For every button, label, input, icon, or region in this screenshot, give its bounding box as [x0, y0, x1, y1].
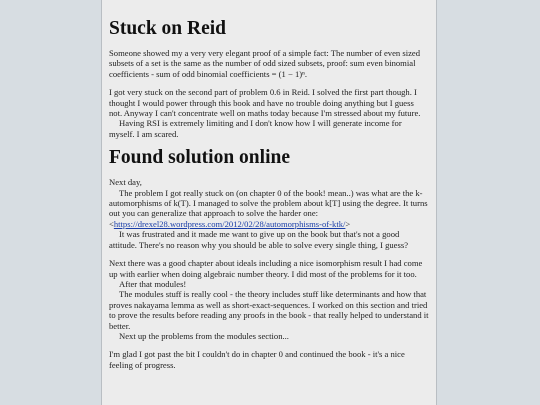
post2-paragraph-2: [109, 258, 429, 341]
link-open-bracket: <: [109, 218, 114, 229]
post-title-found-solution: Found solution online: [109, 147, 290, 169]
post2-greeting: Next day,: [109, 177, 142, 188]
post2-p2b: After that modules!: [119, 278, 187, 289]
post2-p1a: The problem I got really stuck on (on chapter 0 of the book! mean..) was what are the k-automorphisms of k(T). I managed to solve the problem about k[T] using the degree. It turns out you can generalize that approach to solve the harder one:: [109, 187, 428, 219]
link-close-bracket: >: [345, 218, 351, 229]
post2-paragraph-3: I'm glad I got past the bit I couldn't do in chapter 0 and continued the book - it's a nice feeling of progress.: [109, 349, 405, 370]
post2-p2c: The modules stuff is really cool - the theory includes stuff like determinants and how that proves nakayama lemma as well as short-exact-sequences. I worked on this section and tried to prove the results before reading any proofs in the book - that really helped to understand it better.: [109, 289, 429, 331]
post2-p1b: It was frustrated and it made me want to give up on the book but that's not a good attitude. There's no reason why you should be able to solve every single thing, I guess?: [109, 229, 409, 250]
post2-p2d: Next up the problems from the modules section...: [119, 330, 289, 341]
drexel28-link[interactable]: https://drexel28.wordpress.com/2012/02/28/automorphisms-of-ktk/: [113, 218, 346, 229]
post1-paragraph-3-text: Having RSI is extremely limiting and I don't know how I will generate income for myself. I am scared.: [109, 118, 402, 139]
post1-paragraph-1: Someone showed my a very very elegant proof of a simple fact: The number of even sized subsets of a set is the same as the number of odd sized subsets, proof: sum even binomial coefficients - sum of odd binomial coefficients = (1 − 1)ⁿ.: [109, 48, 421, 79]
post1-paragraph-2: I got very stuck on the second part of problem 0.6 in Reid. I solved the first part though. I thought I would power through this book and have no trouble doing anything but I guess not. Anyway I can't concentrate well on maths today because I'm stressed about my future.: [109, 87, 421, 119]
post2-paragraph-1: [109, 177, 429, 250]
post-title-stuck-on-reid: Stuck on Reid: [109, 18, 227, 39]
post2-p2a: Next there was a good chapter about ideals including a nice isomorphism result I had come up with earlier when doing algebraic number theory. I did most of the problems for it too.: [109, 258, 423, 279]
post1-paragraph-3: [109, 118, 429, 139]
blog-page: [101, 0, 437, 405]
